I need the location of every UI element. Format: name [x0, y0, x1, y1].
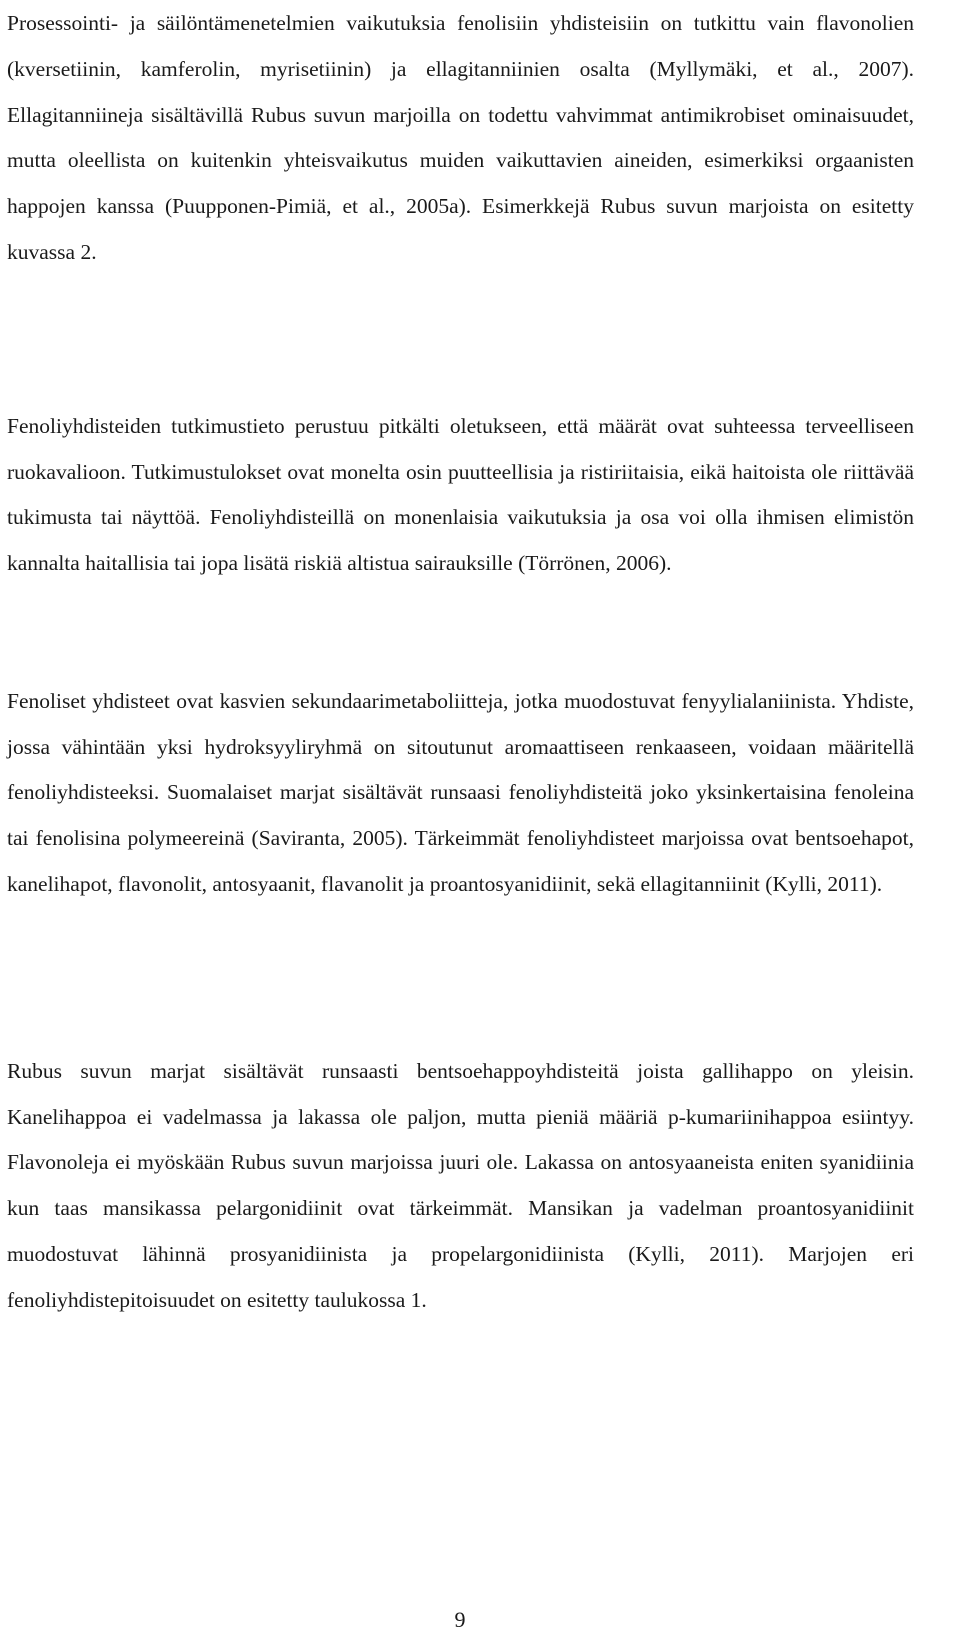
- page-number: 9: [454, 1607, 466, 1632]
- paragraph-2: Fenoliyhdisteiden tutkimustieto perustuu pitkälti oletukseen, että määrät ovat suhteessa terveelliseen ruokavalioon. Tutkimustulokset ovat monelta osin puutteellisia ja ristiriitaisia, eikä haitoista ole riittävää tukimusta tai näyttöä. Fenoliyhdisteillä on monenlaisia vaikutuksia ja osa voi olla ihmisen elimistön kannalta haitallisia tai jopa lisätä riskiä altistua sairauksille (Törrönen, 2006).: [7, 413, 914, 576]
- paragraph-4: Rubus suvun marjat sisältävät runsaasti bentsoehappoyhdisteitä joista gallihappo on yleisin. Kanelihappoa ei vadelmassa ja lakassa ole paljon, mutta pieniä määriä p-kumariinihappoa esiintyy. Flavonoleja ei myöskään Rubus suvun marjoissa juuri ole. Lakassa on antosyaaneista eniten syanidiinia kun taas mansikassa pelargonidiinit ovat tärkeimmät. Mansikan ja vadelman proantosyanidiinit muodostuvat lähinnä prosyanidiinista ja propelargonidiinista (Kylli, 2011). Marjojen eri fenoliyhdistepitoisuudet on esitetty taulukossa 1.: [7, 1058, 914, 1312]
- paragraph-1: Prosessointi- ja säilöntämenetelmien vaikutuksia fenolisiin yhdisteisiin on tutkittu vain flavonolien (kversetiinin, kamferolin, myrisetiinin) ja ellagitanniinien osalta (Myllymäki, et al., 2007). Ellagitanniineja sisältävillä Rubus suvun marjoilla on todettu vahvimmat antimikrobiset ominaisuudet, mutta oleellista on kuitenkin yhteisvaikutus muiden vaikuttavien aineiden, esimerkiksi orgaanisten happojen kanssa (Puupponen-Pimiä, et al., 2005a). Esimerkkejä Rubus suvun marjoista on esitetty kuvassa 2.: [7, 11, 914, 264]
- paragraph-3: Fenoliset yhdisteet ovat kasvien sekundaarimetaboliitteja, jotka muodostuvat fenyylialaniinista. Yhdiste, jossa vähintään yksi hydroksyyliryhmä on sitoutunut aromaattiseen renkaaseen, voidaan määritellä fenoliyhdisteeksi. Suomalaiset marjat sisältävät runsaasi fenoliyhdisteitä joko yksinkertaisina fenoleina tai fenolisina polymeereinä (Saviranta, 2005). Tärkeimmät fenoliyhdisteet marjoissa ovat bentsoehapot, kanelihapot, flavonolit, antosyaanit, flavanolit ja proantosyanidiinit, sekä ellagitanniinit (Kylli, 2011).: [7, 688, 914, 896]
